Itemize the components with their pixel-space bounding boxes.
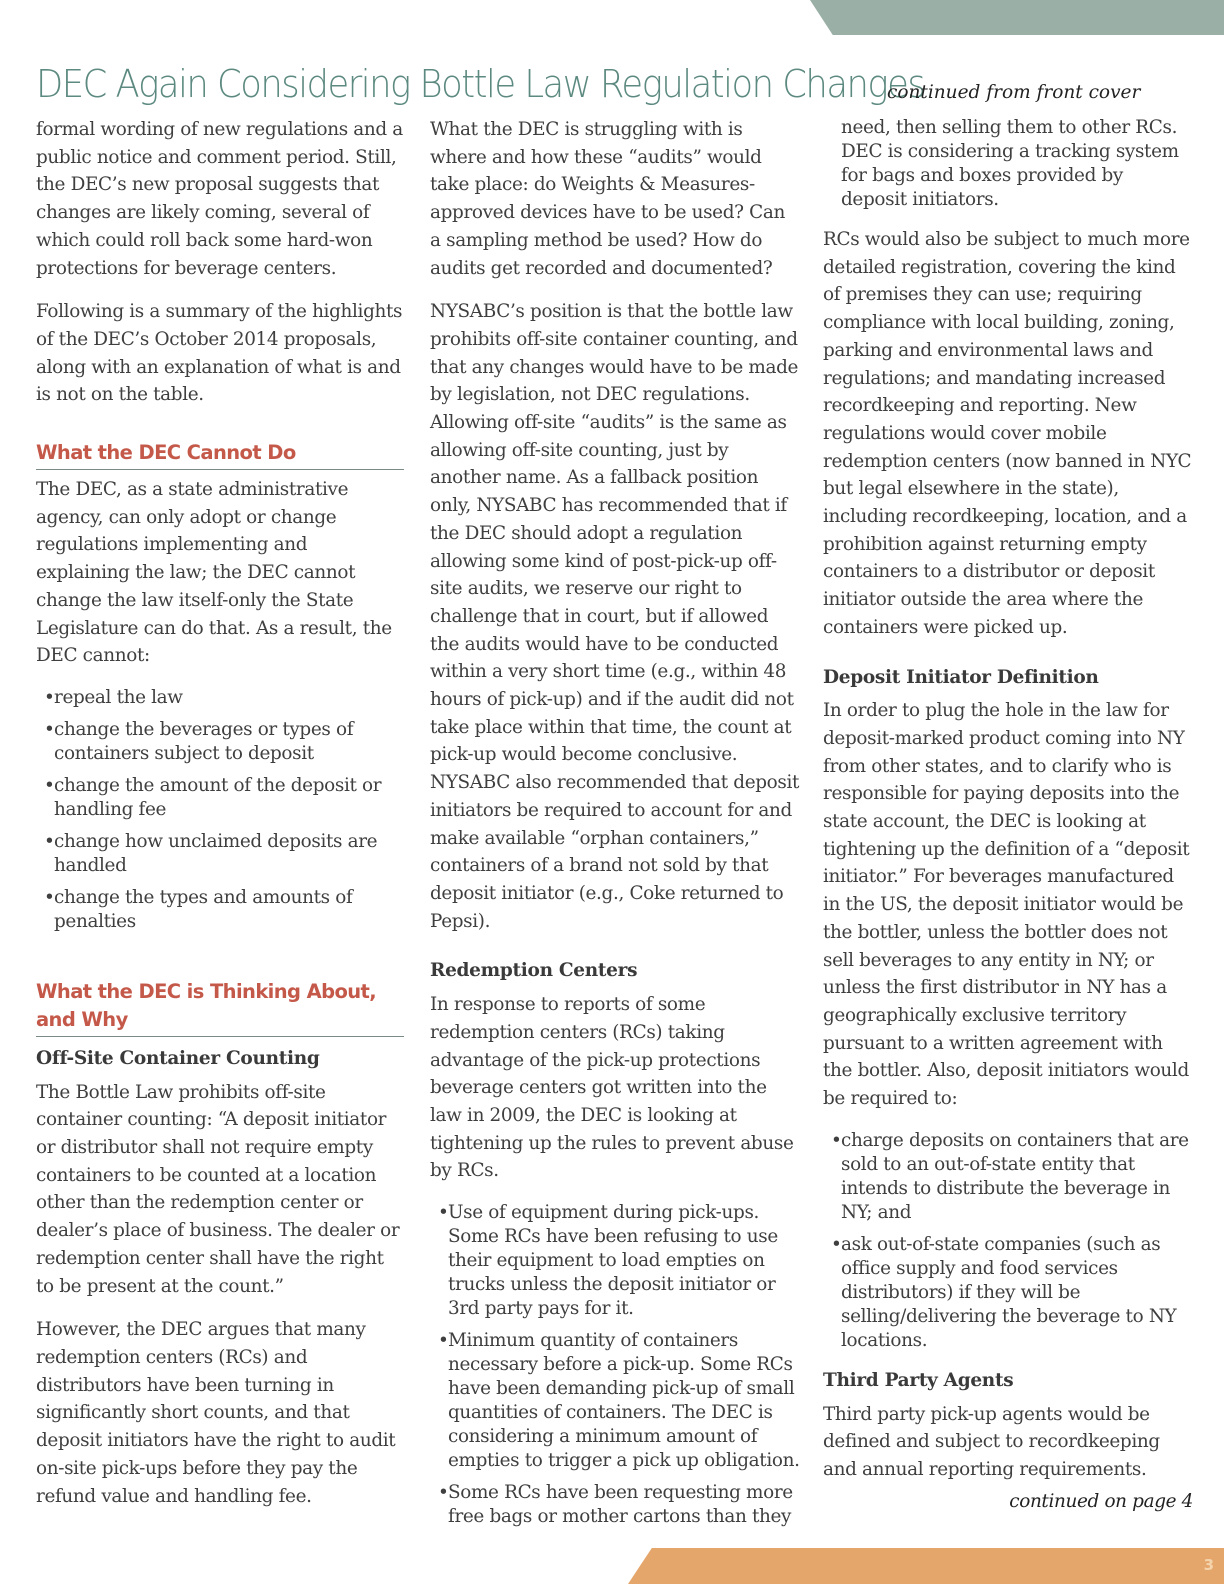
list-item-continued: need, then selling them to other RCs. DEC is considering a tracking system for bags and boxes provided by deposit initiators. <box>841 117 1179 210</box>
list-item: • change the beverages or types of containers subject to deposit <box>36 718 404 766</box>
column-1 <box>36 116 404 1526</box>
subheading-deposit-initiator: Deposit Initiator Definition <box>823 666 1099 688</box>
list-item: • repeal the law <box>36 686 404 710</box>
redemption-center-list-continued <box>823 116 1193 212</box>
paragraph: In response to reports of some redemption centers (RCs) taking advantage of the pick-up protections beverage centers got written into the law in 2009, the DEC is looking at tightening up the rules to prevent abuse by RCs. <box>430 994 794 1182</box>
deposit-initiator-list <box>823 1129 1193 1353</box>
continued-from-note: continued from front cover <box>887 82 1141 103</box>
paragraph: Following is a summary of the highlights of the DEC’s October 2014 proposals, along with an explanation of what is and is not on the table. <box>36 301 403 406</box>
footer-corner-tab <box>628 1548 1224 1584</box>
column-3 <box>823 116 1193 1515</box>
list-item: • change the amount of the deposit or handling fee <box>36 774 404 822</box>
subheading-redemption-centers: Redemption Centers <box>430 960 638 982</box>
paragraph: RCs would also be subject to much more detailed registration, covering the kind of premises they can use; requiring compliance with local building, zoning, parking and environmental laws and regulations; and mandating increased recordkeeping and reporting. New regulations would cover mobile redemption centers (now banned in NYC but legal elsewhere in the state), including recordkeeping, location, and a prohibition against returning empty containers to a distributor or deposit initiator outside the area where the containers were picked up. <box>823 229 1192 638</box>
list-item: • change the types and amounts of penalties <box>36 886 404 934</box>
redemption-center-list <box>430 1201 800 1529</box>
section-heading-cannot-do: What the DEC Cannot Do <box>36 439 404 470</box>
article-title: DEC Again Considering Bottle Law Regulation Changes <box>36 62 925 106</box>
page-number: 3 <box>1203 1556 1214 1574</box>
paragraph: What the DEC is struggling with is where and how these “audits” would take place: do Weights & Measures-approved devices have to be used? Can a sampling method be used? How do audits get recorded and documented? <box>430 119 785 279</box>
list-item: • charge deposits on containers that are sold to an out-of-state entity that intends to distribute the beverage in NY; and <box>823 1129 1193 1225</box>
paragraph: NYSABC’s position is that the bottle law prohibits off-site container counting, and that any changes would have to be made by legislation, not DEC regulations. Allowing off-site “audits” is the same as allowing off-site counting, just by another name. As a fallback position only, NYSABC has recommended that if the DEC should adopt a regulation allowing some kind of post-pick-up off-site audits, we reserve our right to challenge that in court, but if allowed the audits would have to be conducted within a very short time (e.g., within 48 hours of pick-up) and if the audit did not take place within that time, the count at pick-up would become conclusive. NYSABC also recommended that deposit initiators be required to account for and make available “orphan containers,” containers of a brand not sold by that deposit initiator (e.g., Coke returned to Pepsi). <box>430 301 800 932</box>
subheading-third-party-agents: Third Party Agents <box>823 1369 1014 1391</box>
section-heading-thinking-about: What the DEC is Thinking About, and Why <box>36 978 404 1037</box>
list-item: • Use of equipment during pick-ups. Some RCs have been refusing to use their equipment to load empties on trucks unless the deposit initiator or 3rd party pays for it. <box>430 1201 800 1321</box>
list-item: • ask out-of-state companies (such as office supply and food services distributors) if they will be selling/delivering the beverage to NY locations. <box>823 1233 1193 1353</box>
list-item: • Some RCs have been requesting more free bags or mother cartons than they <box>430 1481 800 1529</box>
paragraph: The DEC, as a state administrative agency, can only adopt or change regulations implementing and explaining the law; the DEC cannot change the law itself-only the State Legislature can do that. As a result, the DEC cannot: <box>36 479 392 667</box>
paragraph: The Bottle Law prohibits off-site container counting: “A deposit initiator or distributor shall not require empty containers to be counted at a location other than the redemption center or dealer’s place of business. The dealer or redemption center shall have the right to be present at the count.” <box>36 1081 400 1297</box>
list-item: • Minimum quantity of containers necessary before a pick-up. Some RCs have been demanding pick-up of small quantities of containers. The DEC is considering a minimum amount of empties to trigger a pick up obligation. <box>430 1329 800 1473</box>
subheading-off-site-counting: Off-Site Container Counting <box>36 1047 320 1069</box>
header-corner-tab <box>810 0 1224 35</box>
paragraph: Third party pick-up agents would be defined and subject to recordkeeping and annual reporting requirements. <box>823 1403 1160 1480</box>
continued-on-note: continued on page 4 <box>1009 1490 1193 1512</box>
paragraph: formal wording of new regulations and a public notice and comment period. Still, the DEC’s new proposal suggests that changes are likely coming, several of which could roll back some hard-won protections for beverage centers. <box>36 119 403 279</box>
column-2 <box>430 116 800 1543</box>
paragraph: In order to plug the hole in the law for deposit-marked product coming into NY from other states, and to clarify who is responsible for paying deposits into the state account, the DEC is looking at tightening up the definition of a “deposit initiator.” For beverages manufactured in the US, the deposit initiator would be the bottler, unless the bottler does not sell beverages to any entity in NY; or unless the first distributor in NY has a geographically exclusive territory pursuant to a written agreement with the bottler. Also, deposit initiators would be required to: <box>823 700 1190 1110</box>
paragraph: However, the DEC argues that many redemption centers (RCs) and distributors have been turning in significantly short counts, and that deposit initiators have the right to audit on-site pick-ups before they pay the refund value and handling fee. <box>36 1319 396 1507</box>
cannot-do-list <box>36 686 404 934</box>
list-item: • change how unclaimed deposits are handled <box>36 830 404 878</box>
